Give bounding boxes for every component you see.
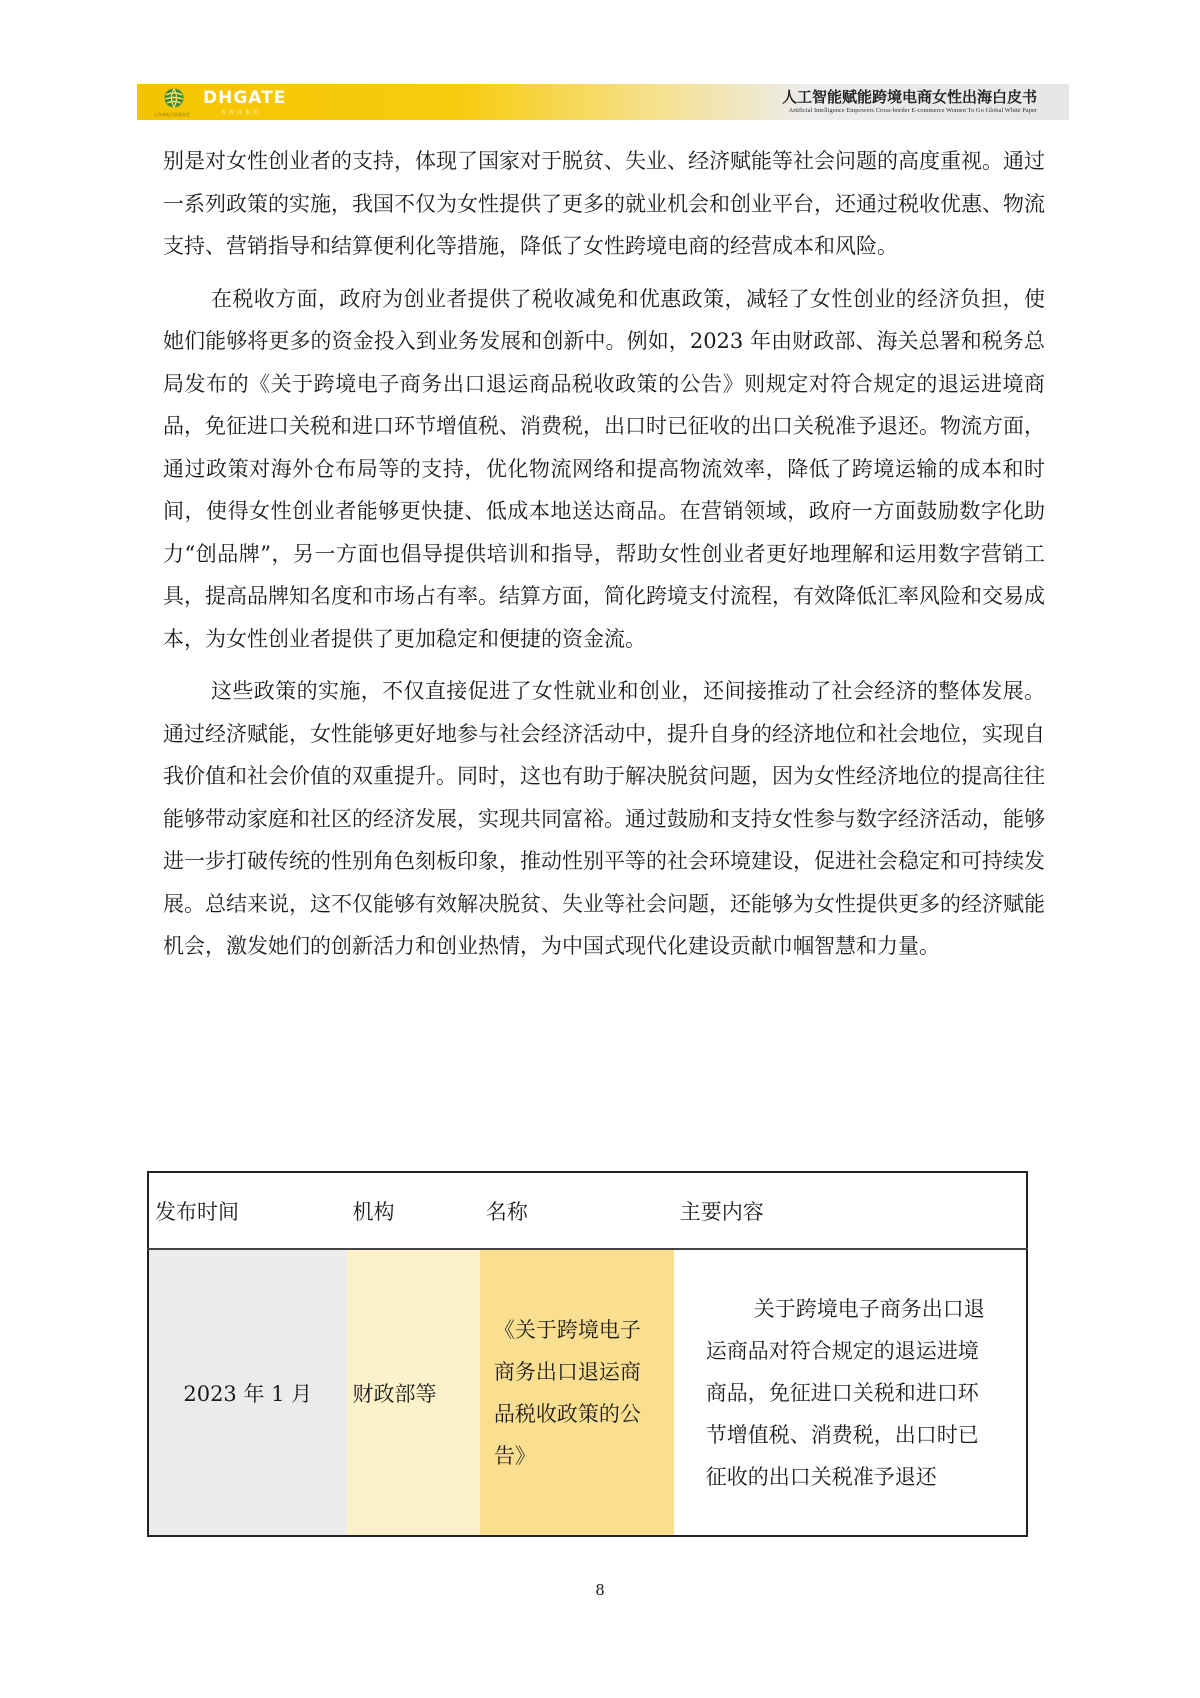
association-globe-icon bbox=[163, 87, 185, 109]
page-number: 8 bbox=[595, 1581, 605, 1599]
paragraph: 这些政策的实施，不仅直接促进了女性就业和创业，还间接推动了社会经济的整体发展。通过经济赋能，女性能够更好地参与社会经济活动中，提升自身的经济地位和社会地位，实现自我价值和社会价值的双重提升。同时，这也有助于解决脱贫问题，因为女性经济地位的提高往往能够带动家庭和社区的经济发展，实现共同富裕。通过鼓励和支持女性参与数字经济活动，能够进一步打破传统的性别角色刻板印象，推动性别平等的社会环境建设，促进社会稳定和可持续发展。总结来说，这不仅能够有效解决脱贫、失业等社会问题，还能够为女性提供更多的经济赋能机会，激发她们的创新活力和创业热情，为中国式现代化建设贡献巾帼智慧和力量。 bbox=[163, 679, 1045, 958]
table-header-row bbox=[148, 1172, 1027, 1249]
document-title: 人工智能赋能跨境电商女性出海白皮书 bbox=[781, 88, 1037, 106]
cell-agency: 财政部等 bbox=[347, 1249, 480, 1536]
paragraph: 在税收方面，政府为创业者提供了税收减免和优惠政策，减轻了女性创业的经济负担，使她们能够将更多的资金投入到业务发展和创新中。例如，2023 年由财政部、海关总署和税务总局发布的《关于跨境电子商务出口退运商品税收政策的公告》则规定对符合规定的退运进境商品，免征进口关税和进口环节增值税、消费税，出口时已征收的出口关税准予退还。物流方面，通过政策对海外仓布局等的支持，优化物流网络和提高物流效率，降低了跨境运输的成本和时间，使得女性创业者能够更快捷、低成本地送达商品。在营销领域，政府一方面鼓励数字化助力“创品牌”，另一方面也倡导提供培训和指导，帮助女性创业者更好地理解和运用数字营销工具，提高品牌知名度和市场占有率。结算方面，简化跨境支付流程，有效降低汇率风险和交易成本，为女性创业者提供了更加稳定和便捷的资金流。 bbox=[163, 286, 1045, 651]
table-row bbox=[148, 1249, 1027, 1536]
paragraph: 别是对女性创业者的支持，体现了国家对于脱贫、失业、经济赋能等社会问题的高度重视。通过一系列政策的实施，我国不仅为女性提供了更多的就业机会和创业平台，还通过税收优惠、物流支持、营销指导和结算便利化等措施，降低了女性跨境电商的经营成本和风险。 bbox=[163, 149, 1045, 258]
header-date: 发布时间 bbox=[148, 1172, 347, 1249]
page-header bbox=[137, 84, 1069, 120]
policy-table bbox=[147, 1171, 1028, 1537]
body-text bbox=[163, 140, 1045, 978]
association-name: 山东省电子商务协会 bbox=[154, 112, 190, 117]
cell-date: 2023 年 1 月 bbox=[148, 1249, 347, 1536]
header-name: 名称 bbox=[480, 1172, 674, 1249]
cell-content-wrapper bbox=[674, 1249, 1027, 1536]
brand-logo: DHGATE bbox=[203, 88, 287, 108]
cell-name-wrapper bbox=[480, 1249, 674, 1536]
cell-content: 关于跨境电子商务出口退运商品对符合规定的退运进境商品，免征进口关税和进口环节增值税、消费税，出口时已征收的出口关税准予退还 bbox=[705, 1296, 985, 1489]
cell-name: 《关于跨境电子商务出口退运商品税收政策的公告》 bbox=[493, 1317, 641, 1468]
brand-subtitle: 敦煌网集团 bbox=[221, 110, 262, 116]
header-agency: 机构 bbox=[347, 1172, 480, 1249]
document-subtitle: Artificial Intelligence Empowers Cross-border E-commerce Women To Go Global White Paper bbox=[788, 107, 1037, 114]
header-content: 主要内容 bbox=[674, 1172, 1027, 1249]
